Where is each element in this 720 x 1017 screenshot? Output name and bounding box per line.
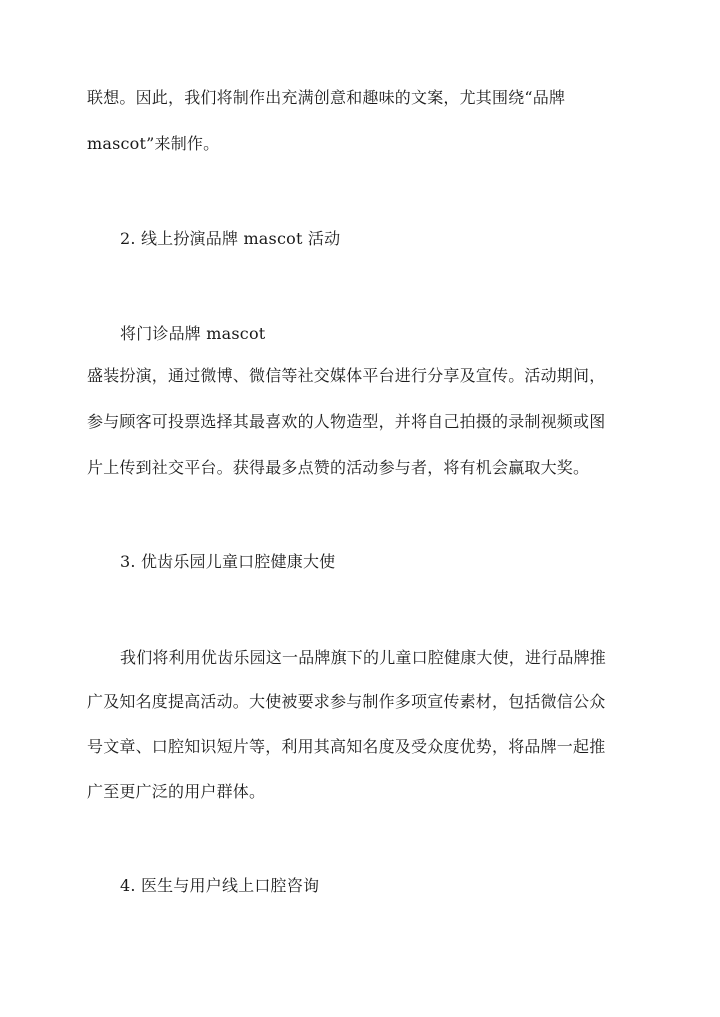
paragraph-line: 参与顾客可投票选择其最喜欢的人物造型，并将自己拍摄的录制视频或图	[87, 412, 606, 431]
paragraph-line: mascot”来制作。	[87, 134, 220, 153]
paragraph-line: 联想。因此，我们将制作出充满创意和趣味的文案，尤其围绕“品牌	[87, 88, 566, 107]
paragraph-line: 号文章、口腔知识短片等，利用其高知名度及受众度优势，将品牌一起推	[87, 737, 606, 756]
paragraph-line: 片上传到社交平台。获得最多点赞的活动参与者，将有机会赢取大奖。	[87, 458, 590, 477]
paragraph-line: 将门诊品牌 mascot	[120, 324, 266, 343]
paragraph-line: 广及知名度提高活动。大使被要求参与制作多项宣传素材，包括微信公众	[87, 692, 606, 711]
section-heading-4: 4. 医生与用户线上口腔咨询	[120, 876, 320, 895]
paragraph-line: 我们将利用优齿乐园这一品牌旗下的儿童口腔健康大使，进行品牌推	[120, 648, 607, 667]
section-heading-3: 3. 优齿乐园儿童口腔健康大使	[120, 552, 336, 571]
section-heading-2: 2. 线上扮演品牌 mascot 活动	[120, 229, 341, 248]
paragraph-line: 广至更广泛的用户群体。	[87, 782, 266, 801]
paragraph-line: 盛装扮演，通过微博、微信等社交媒体平台进行分享及宣传。活动期间，	[87, 366, 606, 385]
